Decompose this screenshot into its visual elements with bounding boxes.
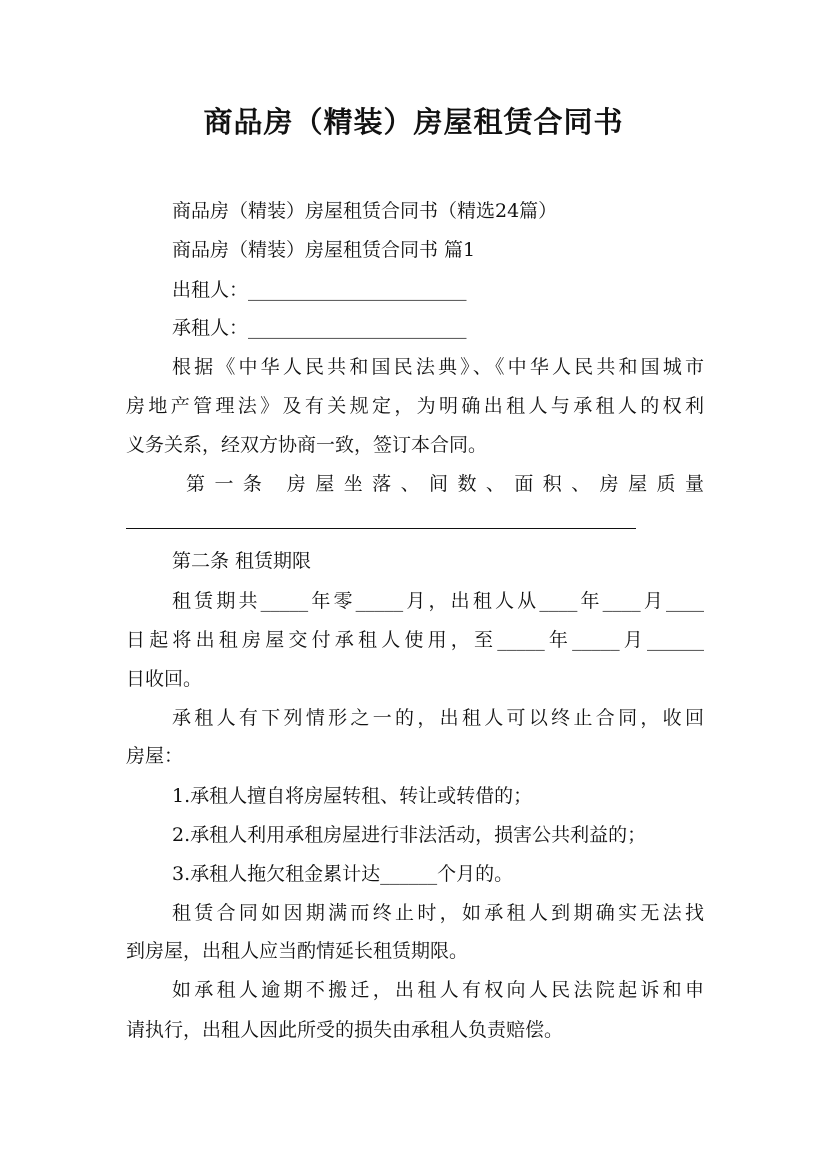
paragraph-line: 请执行，出租人因此所受的损失由承租人负责赔偿。 [126,1019,564,1041]
paragraph-line: 租赁合同如因期满而终止时，如承租人到期确实无法找 [172,902,704,924]
list-item: 3.承租人拖欠租金累计达______个月的。 [172,863,514,885]
paragraph-line: 到房屋，出租人应当酌情延长租赁期限。 [126,940,469,962]
article-two-heading: 第二条 租赁期限 [172,550,312,572]
paragraph-line: 日收回。 [126,668,203,690]
paragraph-line: 房屋： [126,745,184,767]
fill-in-underline [126,528,636,529]
document-title: 商品房（精装）房屋租赁合同书 [203,105,624,139]
list-item: 2.承租人利用承租房屋进行非法活动，损害公共利益的； [172,824,647,846]
list-item: 1.承租人擅自将房屋转租、转让或转借的； [172,785,533,807]
lessor-field: 出租人：_______________________ [172,279,467,301]
paragraph-line: 根据《中华人民共和国民法典》、《中华人民共和国城市 [172,356,704,378]
paragraph-line: 房地产管理法》及有关规定，为明确出租人与承租人的权利 [126,395,704,417]
section-heading: 商品房（精装）房屋租赁合同书 篇1 [172,239,476,261]
paragraph-line: 义务关系，经双方协商一致，签订本合同。 [126,434,488,456]
subtitle-line: 商品房（精装）房屋租赁合同书（精选24篇） [172,200,558,222]
lessee-field: 承租人：_______________________ [172,317,467,339]
paragraph-line: 日起将出租房屋交付承租人使用，至_____年_____月______ [126,629,704,651]
article-one-heading: 第一条 房屋坐落、间数、面积、房屋质量 [186,473,704,495]
paragraph-line: 如承租人逾期不搬迁，出租人有权向人民法院起诉和申 [172,979,704,1001]
paragraph-line: 租赁期共_____年零_____月，出租人从____年____月____ [172,590,704,612]
paragraph-line: 承租人有下列情形之一的，出租人可以终止合同，收回 [172,707,704,729]
